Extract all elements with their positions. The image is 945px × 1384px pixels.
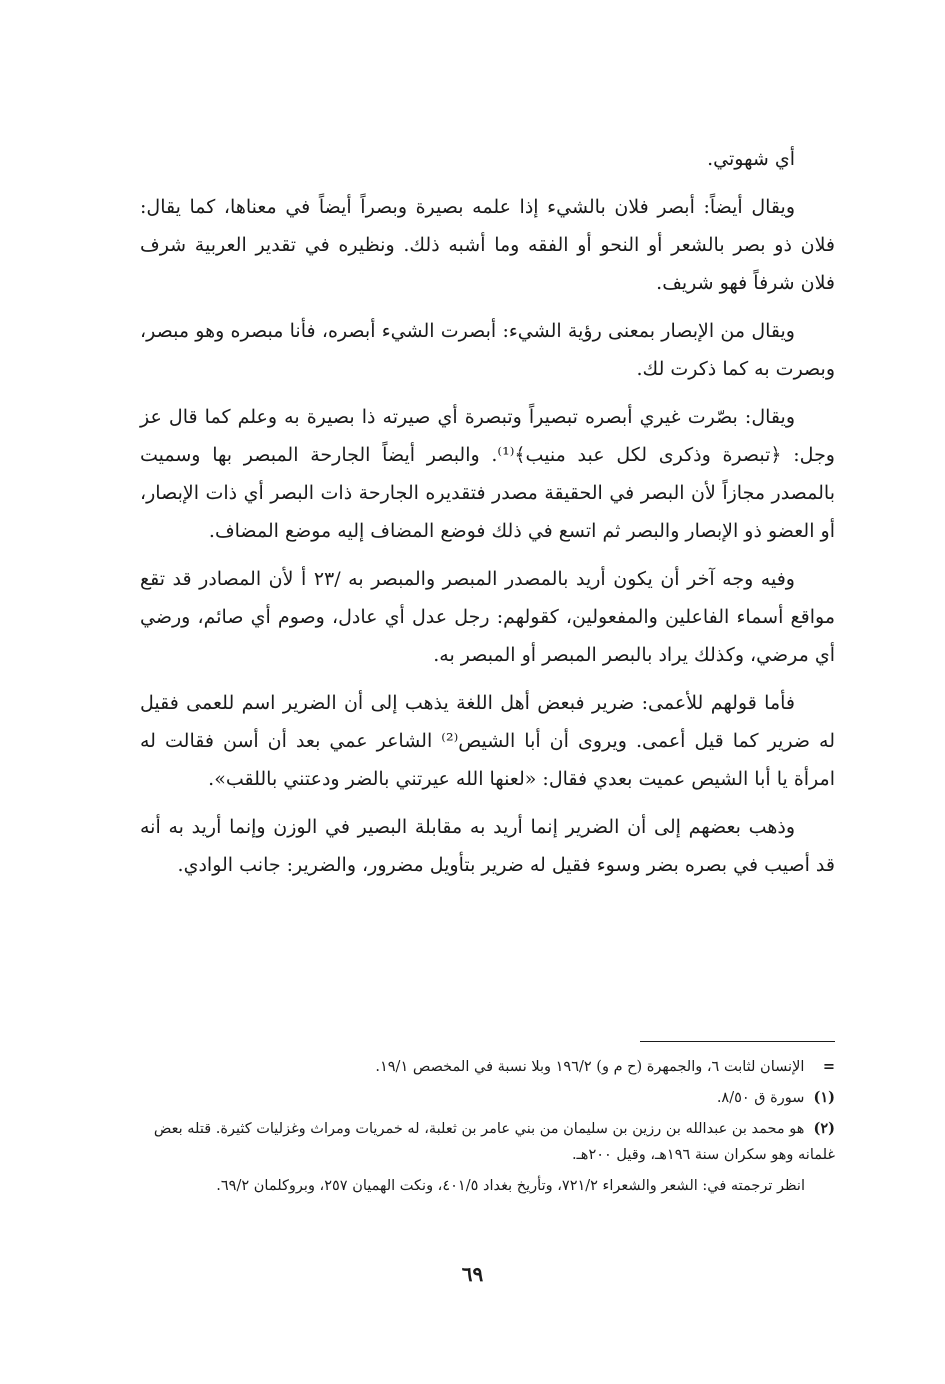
footnote-item [140, 1173, 835, 1199]
footnotes [140, 1054, 835, 1204]
paragraph: فأما قولهم للأعمى: ضرير فبعض أهل اللغة يذهب إلى أن الضرير اسم للعمى فقيل له ضرير كما قيل أعمى. ويروى أن أبا الشيص⁽²⁾ الشاعر عمي بعد أن أسن فقالت له امرأة يا أبا الشيص عميت بعدي فقال: «لعنها الله عيرتني بالضر ودعتني باللقب». [140, 692, 835, 790]
main-text-body [140, 140, 835, 894]
footnote-mark: (٢) [813, 1120, 835, 1137]
footnote-text: انظر ترجمته في: الشعر والشعراء ٧٢١/٢، وتأريخ بغداد ٤٠١/٥، ونكت الهميان ٢٥٧، وبروكلمان ٦٩/٢. [216, 1178, 805, 1194]
footnote-mark: = [822, 1058, 835, 1075]
paragraph: وفيه وجه آخر أن يكون أريد بالمصدر المبصر والمبصر به ‎/٢٣ أ لأن المصادر قد تقع مواقع أسماء الفاعلين والمفعولين، كقولهم: رجل عدل أي عادل، وصوم أي صائم، ورضي أي مرضي، وكذلك يراد بالبصر المبصر أو المبصر به. [140, 568, 835, 666]
footnote-text: سورة ق ٨/٥٠. [716, 1090, 805, 1106]
paragraph: ويقال: بصّرت غيري أبصره تبصيراً وتبصرة أي صيرته ذا بصيرة به وعلم كما قال عز وجل: ﴿تبصرة وذكرى لكل عبد منيب﴾⁽¹⁾. والبصر أيضاً الجارحة المبصر بها وسميت بالمصدر مجازاً لأن البصر في الحقيقة مصدر فتقديره الجارحة ذات البصر أي ذات الإبصار، أو العضو ذو الإبصار والبصر ثم اتسع في ذلك فوضع المضاف إليه موضع المضاف. [140, 406, 835, 542]
paragraph: ويقال من الإبصار بمعنى رؤية الشيء: أبصرت الشيء أبصره، فأنا مبصره وهو مبصر، وبصرت به كما ذكرت لك. [140, 320, 835, 380]
paragraph: ويقال أيضاً: أبصر فلان بالشيء إذا علمه بصيرة وبصراً أيضاً في معناها، كما يقال: فلان ذو بصر بالشعر أو النحو أو الفقه وما أشبه ذلك. ونظيره في تقدير العربية شرف فلان شرفاً فهو شريف. [140, 196, 835, 294]
footnote-mark: (١) [813, 1089, 835, 1106]
footnote-item [140, 1054, 835, 1080]
footnote-text: هو محمد بن عبدالله بن رزين بن سليمان من بني عامر بن ثعلبة، له خمريات ومراث وغزليات كثيرة. قتله بعض غلمانه وهو سكران سنة ١٩٦هـ، وقيل ٢٠٠هـ. [153, 1121, 835, 1163]
footnote-text: الإنسان لثابت ٦، والجمهرة (ح م و) ١٩٦/٢ وبلا نسبة في المخصص ١٩/١. [375, 1059, 805, 1075]
footnote-item [140, 1085, 835, 1111]
footnote-item [140, 1116, 835, 1168]
paragraph: أي شهوتي. [707, 148, 795, 170]
footnote-separator [640, 1041, 835, 1042]
paragraph: وذهب بعضهم إلى أن الضرير إنما أريد به مقابلة البصير في الوزن وإنما أريد به أنه قد أصيب في بصره بضر وسوء فقيل له ضرير بتأويل مضرور، والضرير: جانب الوادي. [140, 816, 835, 876]
page-number: ٦٩ [461, 1262, 484, 1286]
